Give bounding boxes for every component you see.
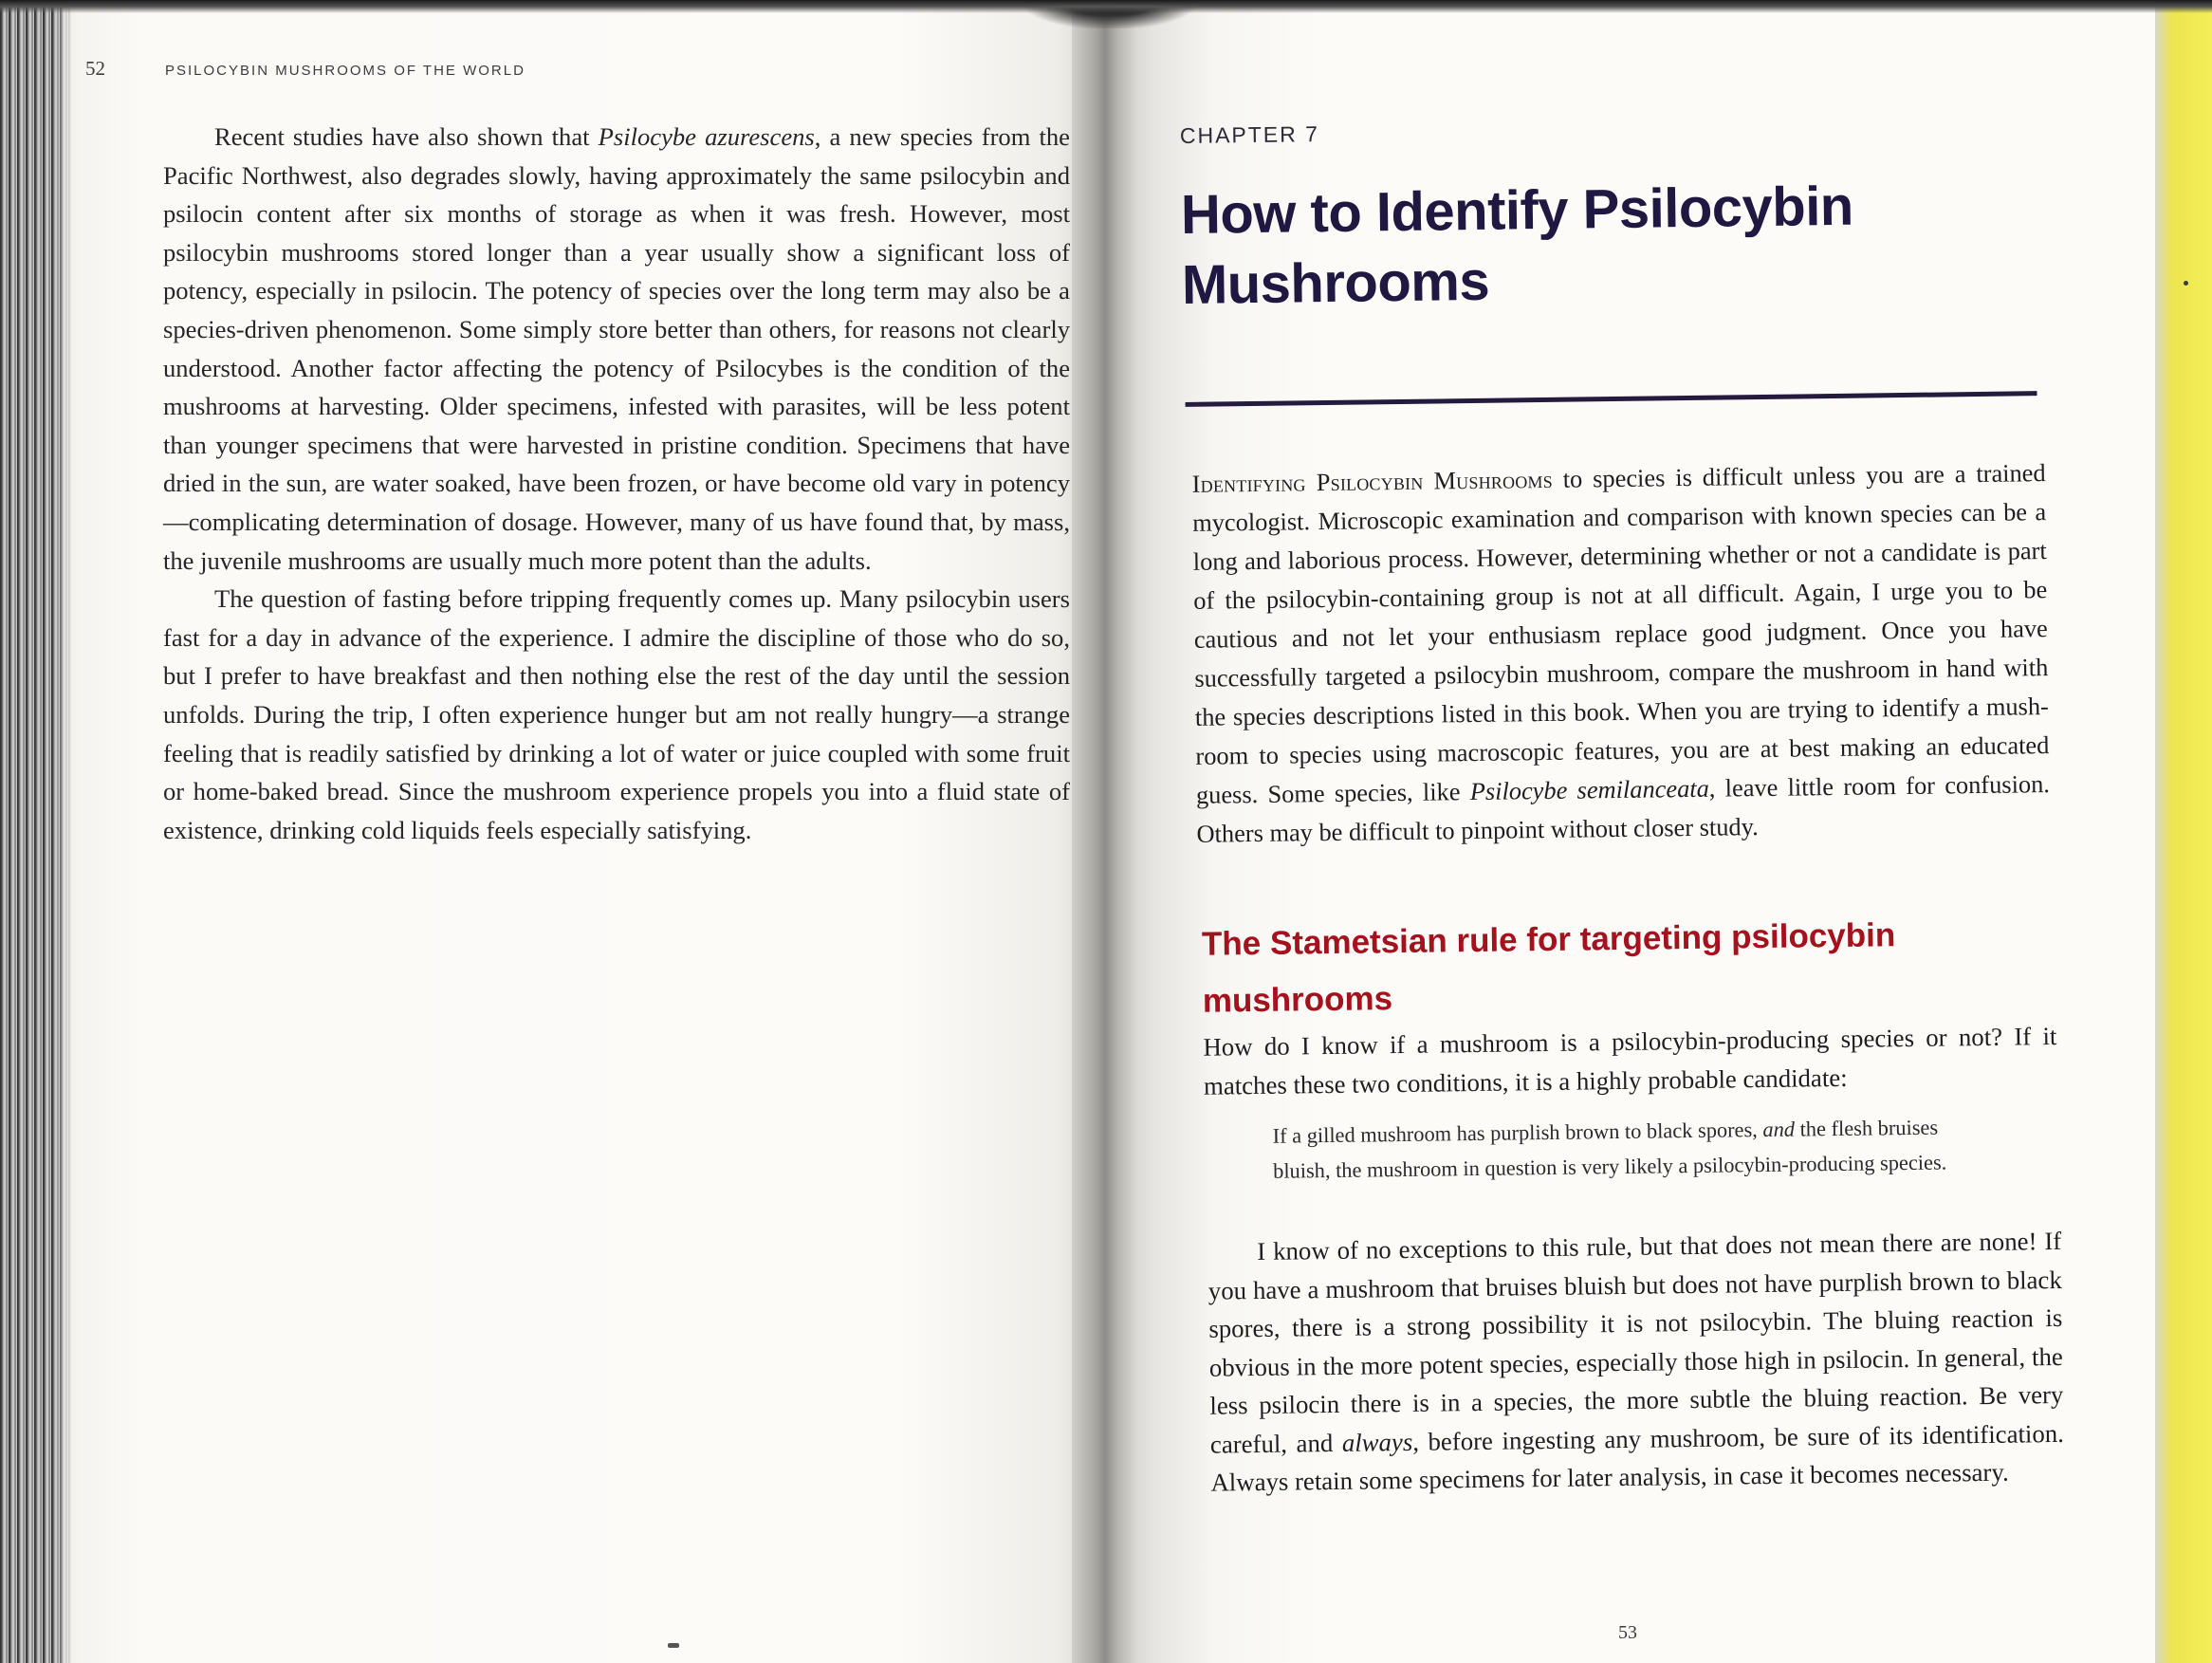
emphasis: always	[1341, 1427, 1413, 1457]
species-name: Psilocybe semilanceata	[1469, 773, 1710, 806]
page-stack-edge	[0, 0, 72, 1663]
text-run: Recent studies have also shown that	[214, 122, 599, 151]
paragraph: How do I know if a mushroom is a psilocybin-producing species or not? If it matches these two conditions, it is a highly probable candidate:	[1203, 1021, 2057, 1100]
text-run: , a new species from the Pacific Northwest, also degrades slowly, having approximately the same psilocybin and psilocin content after six months of storage as when it was fresh. However, most psilocybin mushrooms stored longer than a year usually show a significant loss of potency, especially in psilocin. The potency of species over the long term may also be a species-driven phenomenon. Some simply store better than others, for reasons not clearly understood. Another factor affecting the potency of Psilocybes is the condition of the mushrooms at harvesting. Older specimens, infested with parasites, will be less potent than younger specimens that were harvested in pristine condition. Specimens that have dried in the sun, are water soaked, have been frozen, or have become old vary in potency—complicating determination of dosage. However, many of us have found that, by mass, the juvenile mushrooms are usually much more potent than the adults.	[163, 122, 1070, 575]
paragraph	[163, 118, 1070, 580]
paragraph	[163, 580, 1070, 849]
book-gutter	[1072, 0, 1138, 1663]
lead-in-small-caps: Identifying Psilocybin Mushrooms	[1191, 464, 1554, 498]
chapter-label: CHAPTER 7	[1179, 121, 1320, 148]
paragraph	[1191, 453, 2050, 854]
emphasis: and	[1762, 1117, 1796, 1142]
closing-paragraph	[1207, 1222, 2065, 1502]
print-mark	[668, 1643, 679, 1648]
running-head-title: PSILOCYBIN MUSHROOMS OF THE WORLD	[165, 63, 525, 79]
chapter-divider	[1186, 391, 2037, 407]
text-run: The question of fasting before tripping frequently comes up. Many psilocybin users fast for a day in advance of the experience. I admire the discipline of those who do so, but I prefer to have breakfast and then nothing else the rest of the day until the session unfolds. During the trip, I often experience hunger but am not really hungry—a strange feeling that is readily satisfied by drinking a lot of water or juice coupled with some fruit or home-baked bread. Since the mushroom experience propels you into a fluid state of existence, drinking cold liquids feels especially satisfying.	[163, 584, 1070, 844]
chapter-title: How to Identify Psilocybin Mushrooms	[1180, 175, 1854, 316]
scanner-top-shadow	[0, 0, 2212, 13]
intro-paragraph	[1191, 453, 2050, 854]
rule-intro	[1203, 1017, 2057, 1106]
running-head	[85, 57, 525, 81]
text-run: to species is difficult unless you are a trained mycologist. Microscopic examination and comparison with known species can be a long and laborious process. However, determining whether or not a candidate is part of the psilocybin-containing group is not at all difficult. Again, I urge you to be cautious and not let your enthusiasm replace good judgment. Once you have successfully targeted a psilocybin mushroom, compare the mushroom in hand with the species descriptions listed in this book. When you are trying to identify a mushroom to species using macroscopic features, you are at best making an educated guess. Some species, like	[1192, 458, 2050, 809]
text-run: I know of no exceptions to this rule, but that does not mean there are none! If you have a mushroom that bruises bluish but does not have purplish brown to black spores, there is a strong possibility it is not psilocybin. The bluing reaction is obvious in the more potent species, especially those high in psilocin. In general, the less psilocin there is in a species, the more subtle the bluing reaction. Be very careful, and	[1207, 1226, 2064, 1459]
yellow-background-edge	[2155, 0, 2212, 1663]
text-run: , before ingesting any mushroom, be sure of its identification. Always retain some specimens for later analysis, in case it becomes necessary.	[1210, 1418, 2065, 1497]
right-page	[1110, 0, 2165, 1663]
text-run: , leave little room for confusion. Others may be difficult to pinpoint without closer study.	[1196, 769, 2051, 848]
rule-quote	[1272, 1109, 1956, 1188]
right-page-content	[1178, 0, 2111, 1663]
page-number-left: 52	[85, 57, 105, 80]
paragraph	[1207, 1222, 2065, 1502]
text-run: the flesh bruises bluish, the mushroom in question is very likely a psilocybin-producing species.	[1273, 1115, 1947, 1183]
species-name: Psilocybe azurescens	[598, 122, 815, 151]
section-heading: The Stametsian rule for targeting psilocybin mushrooms	[1201, 916, 1896, 1020]
page-number-right: 53	[1618, 1622, 1637, 1643]
speck	[2184, 281, 2188, 286]
left-page	[57, 0, 1110, 1663]
left-body-text	[163, 118, 1070, 849]
text-run: If a gilled mushroom has purplish brown to black spores,	[1272, 1118, 1763, 1148]
